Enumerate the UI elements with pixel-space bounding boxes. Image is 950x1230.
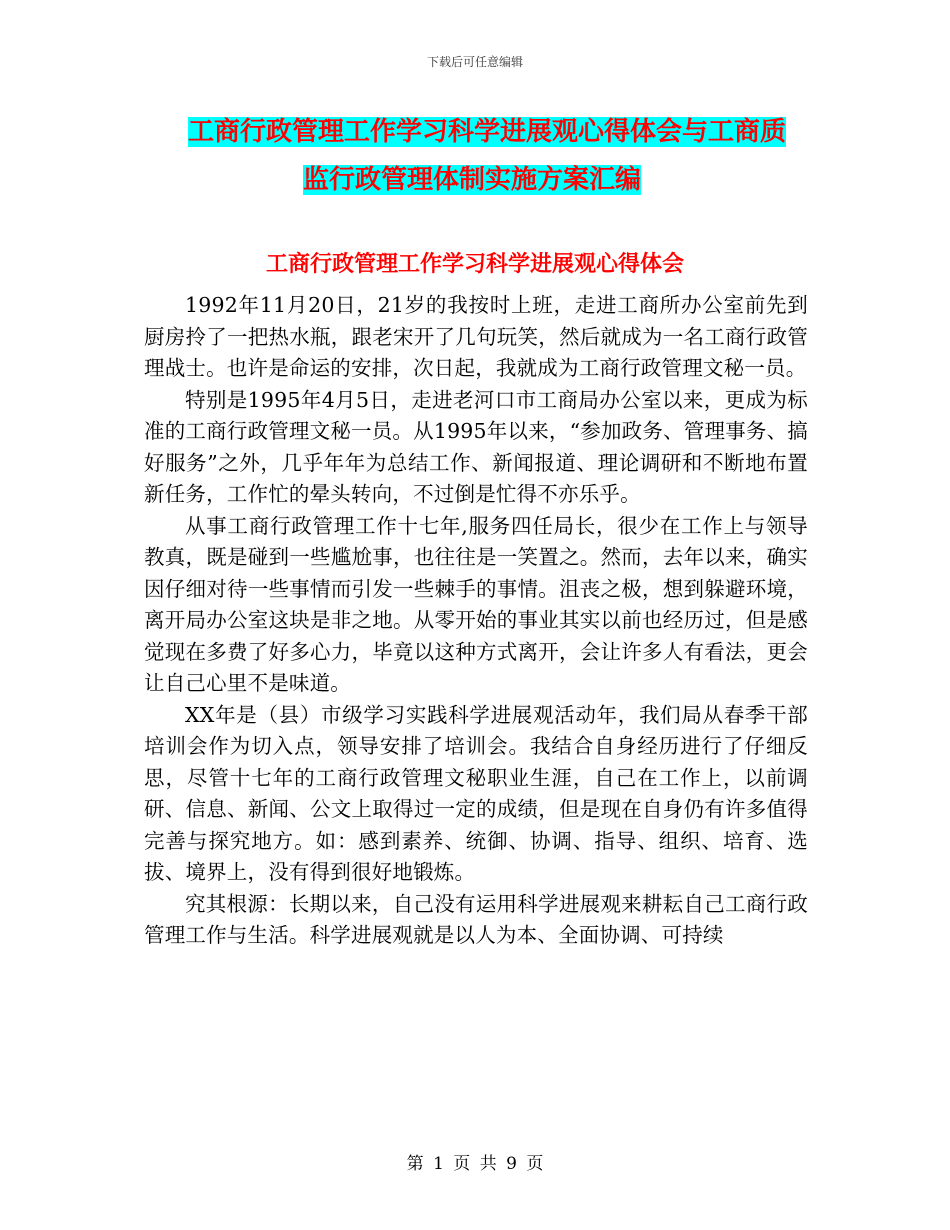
header-note: 下载后可任意编辑 (426, 55, 523, 69)
paragraph: 究其根源：长期以来，自己没有运用科学进展观来耕耘自己工商行政管理工作与生活。科学进展观就是以人为本、全面协调、可持续 (144, 891, 808, 947)
paragraph: 从事工商行政管理工作十七年,服务四任局长，很少在工作上与领导教真，既是碰到一些尴尬事，也往往是一笑置之。然而，去年以来，确实因仔细对待一些事情而引发一些棘手的事情。沮丧之极，想到躲避环境，离开局办公室这块是非之地。从零开始的事业其实以前也经历过，但是感觉现在多费了好多心力，毕竟以这种方式离开，会让许多人有看法，更会让自己心里不是味道。 (144, 513, 808, 695)
title-line-1: 工商行政管理工作学习科学进展观心得体会与工商质 (188, 117, 787, 147)
paragraph: 1992年11月20日，21岁的我按时上班，走进工商所办公室前先到厨房拎了一把热水瓶，跟老宋开了几句玩笑，然后就成为一名工商行政管理战士。也许是命运的安排，次日起，我就成为工商行政管理文秘一员。 (144, 293, 808, 380)
document-title (188, 108, 808, 204)
page-footer: 第 1 页 共 9 页 (406, 1154, 544, 1174)
title-line-2: 监行政管理体制实施方案汇编 (303, 165, 642, 195)
body-text (144, 290, 808, 952)
paragraph: 特别是1995年4月5日，走进老河口市工商局办公室以来，更成为标准的工商行政管理文秘一员。从1995年以来，“参加政务、管理事务、搞好服务”之外，几乎年年为总结工作、新闻报道、理论调研和不断地布置新任务，工作忙的晕头转向，不过倒是忙得不亦乐乎。 (144, 387, 808, 506)
paragraph: XX年是（县）市级学习实践科学进展观活动年，我们局从春季干部培训会作为切入点，领导安排了培训会。我结合自身经历进行了仔细反思，尽管十七年的工商行政管理文秘职业生涯，自己在工作上，以前调研、信息、新闻、公文上取得过一定的成绩，但是现在自身仍有许多值得完善与探究地方。如：感到素养、统御、协调、指导、组织、培育、选拔、境界上，没有得到很好地锻炼。 (144, 702, 808, 884)
section-title: 工商行政管理工作学习科学进展观心得体会 (265, 251, 684, 277)
